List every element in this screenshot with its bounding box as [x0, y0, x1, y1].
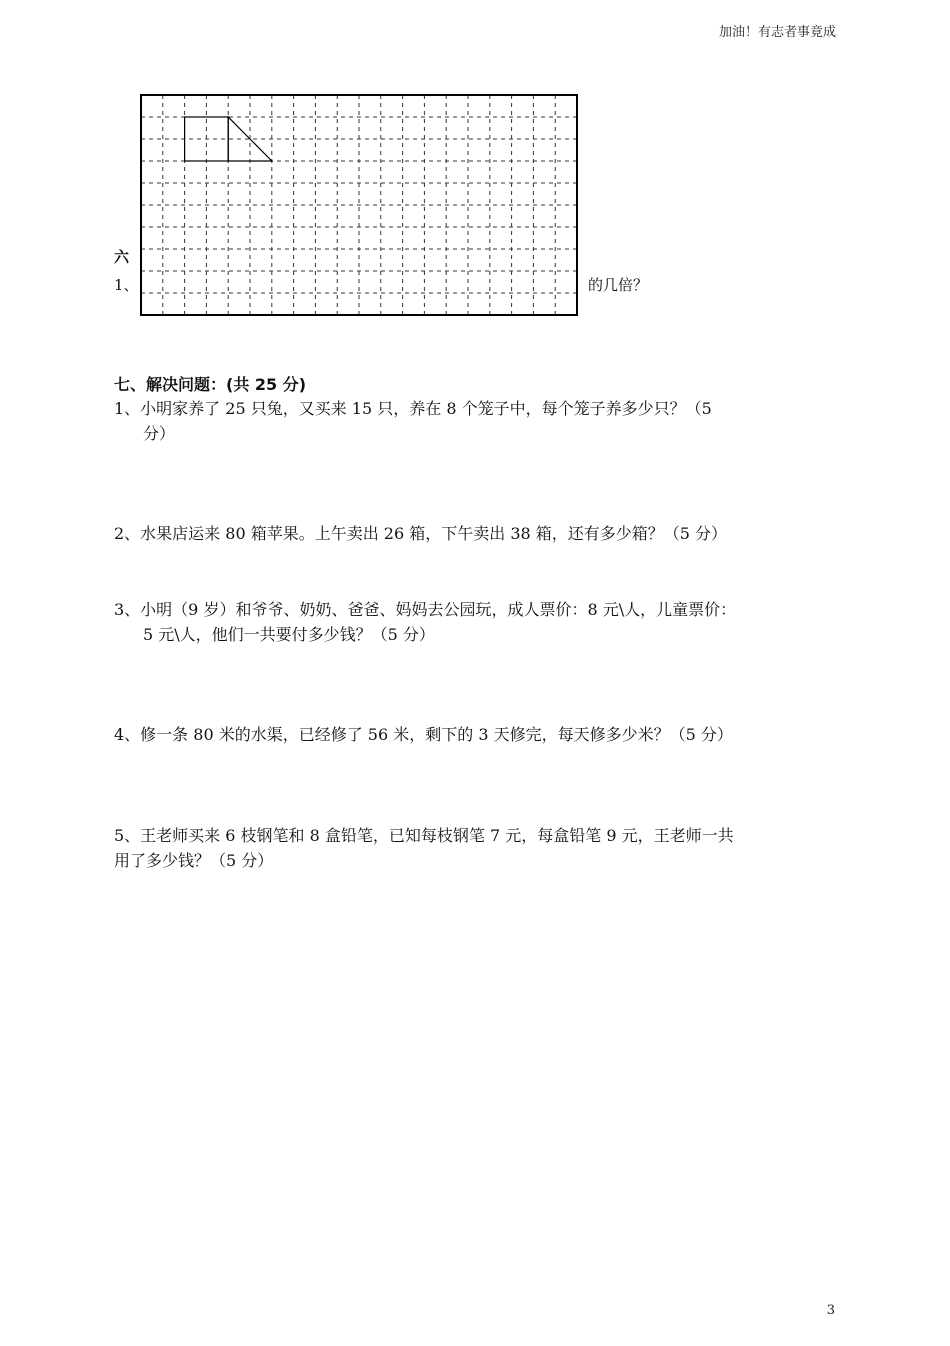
question-4-line-1: 4、修一条 80 米的水渠，已经修了 56 米，剩下的 3 天修完，每天修多少米？（5 分）: [114, 725, 733, 744]
question-3: [114, 597, 844, 647]
question-1-line-1: 1、小明家养了 25 只兔，又买来 15 只，养在 8 个笼子中，每个笼子养多少只？（5: [114, 399, 712, 418]
question-5: [114, 823, 844, 873]
question-2-line-1: 2、水果店运来 80 箱苹果。上午卖出 26 箱，下午卖出 38 箱，还有多少箱？（5 分）: [114, 524, 728, 543]
section-6-question-1-number: 1、: [114, 276, 139, 294]
question-1: [114, 396, 844, 446]
question-3-line-2: 5 元\人，他们一共要付多少钱？（5 分）: [143, 625, 435, 644]
question-1-line-2: 分）: [143, 424, 176, 443]
grid-paper: [140, 94, 578, 316]
question-3-line-1: 3、小明（9 岁）和爷爷、奶奶、爸爸、妈妈去公园玩，成人票价：8 元\人，儿童票价：: [114, 600, 737, 619]
question-5-line-1: 5、王老师买来 6 枝钢笔和 8 盒铅笔，已知每枝钢笔 7 元，每盒铅笔 9 元，王老师一共: [114, 826, 734, 845]
page-number: 3: [826, 1303, 835, 1318]
section-6-question-1-tail: 的几倍？: [588, 276, 649, 294]
section-6-heading: 六: [114, 248, 130, 266]
question-2: [114, 521, 844, 546]
page-header-motto: 加油！有志者事竟成: [718, 25, 836, 40]
question-5-line-2: 用了多少钱？（5 分）: [114, 851, 274, 870]
grid-figure: [140, 94, 578, 316]
question-4: [114, 722, 844, 747]
section-7-heading: 七、解决问题：(共 25 分): [114, 375, 307, 394]
